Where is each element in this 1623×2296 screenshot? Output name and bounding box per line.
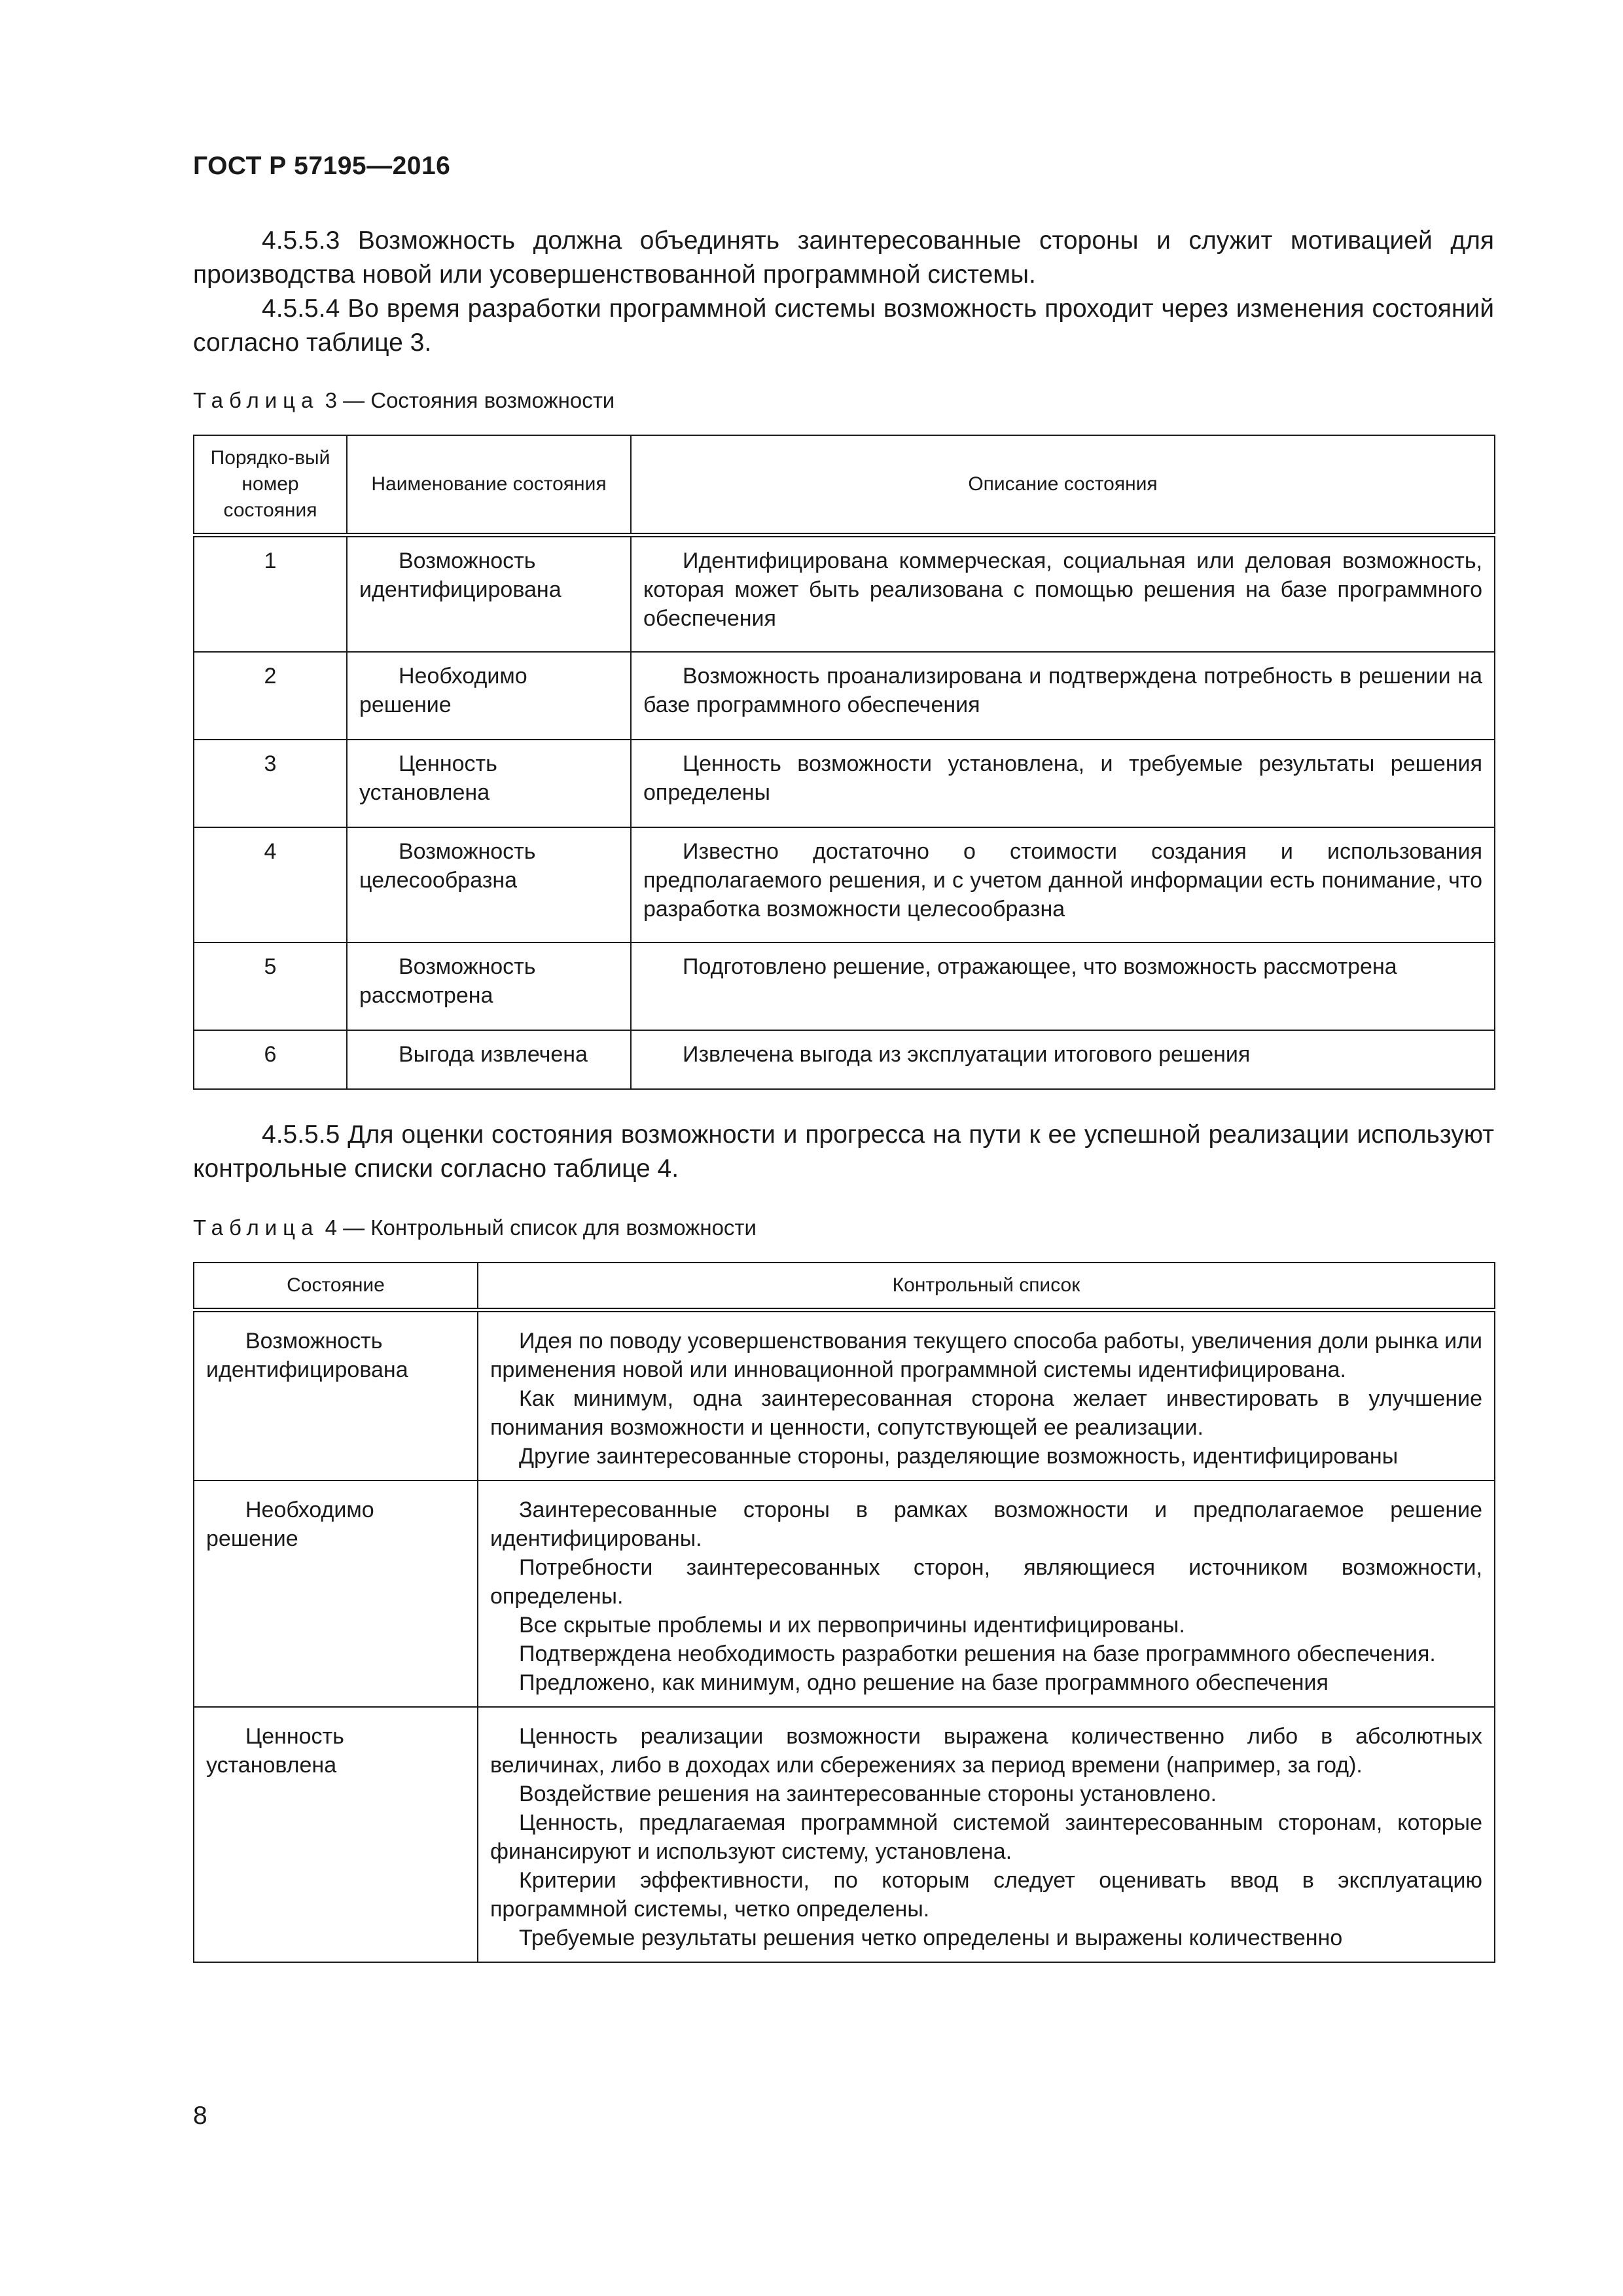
table4-checklist <box>193 1262 1495 1963</box>
table-row <box>194 1310 1495 1481</box>
table4-cell-checklist <box>478 1707 1495 1962</box>
table3-caption <box>193 387 615 414</box>
table4-cell-checklist <box>478 1480 1495 1707</box>
checklist-item: Все скрытые проблемы и их первопричины идентифицированы. <box>519 1613 1185 1638</box>
table3-cell-name: Выгода извлечена <box>347 1030 631 1089</box>
table-row <box>194 1707 1495 1962</box>
table3-cell-number: 4 <box>194 827 347 942</box>
table4-cell-state: Необходимо решение <box>194 1480 478 1707</box>
table4-caption-label: Таблица <box>193 1215 319 1240</box>
checklist-item: Заинтересованные стороны в рамках возможности и предполагаемое решение идентифицированы. <box>490 1498 1482 1551</box>
table3-cell-name: Возможность рассмотрена <box>347 942 631 1030</box>
checklist-item: Воздействие решения на заинтересованные стороны установлено. <box>519 1782 1217 1806</box>
table-row <box>194 942 1495 1030</box>
table4-cell-checklist <box>478 1310 1495 1481</box>
table3-cell-number: 1 <box>194 535 347 653</box>
checklist-item: Требуемые результаты решения четко определены и выражены количественно <box>519 1926 1343 1950</box>
table3-cell-description: Идентифицирована коммерческая, социальная или деловая возможность, которая может быть реализована с помощью решения на базе программного обеспечения <box>631 535 1495 653</box>
table-row <box>194 535 1495 653</box>
checklist-item: Как минимум, одна заинтересованная сторона желает инвестировать в улучшение понимания возможности и ценности, сопутствующей ее реализации. <box>490 1386 1482 1440</box>
table4-caption-text: 4 — Контрольный список для возможности <box>325 1215 757 1240</box>
table3-cell-name: Возможность целесообразна <box>347 827 631 942</box>
table4-header-row <box>194 1263 1495 1310</box>
checklist-item: Потребности заинтересованных сторон, являющиеся источником возможности, определены. <box>490 1555 1482 1609</box>
table3-cell-description: Ценность возможности установлена, и требуемые результаты решения определены <box>631 740 1495 827</box>
page-number: 8 <box>193 2102 207 2130</box>
table3-header-row <box>194 435 1495 535</box>
checklist-item: Ценность, предлагаемая программной системой заинтересованным сторонам, которые финансируют и используют систему, установлена. <box>490 1810 1482 1864</box>
table3-caption-text: 3 — Состояния возможности <box>325 388 615 412</box>
table4-header-checklist: Контрольный список <box>478 1263 1495 1310</box>
paragraph-4-5-5-3: 4.5.5.3 Возможность должна объединять заинтересованные стороны и служит мотивацией для производства новой или усовершенствованной программной системы. <box>193 226 1494 289</box>
checklist-item: Другие заинтересованные стороны, разделяющие возможность, идентифицированы <box>519 1444 1399 1469</box>
checklist-item: Подтверждена необходимость разработки решения на базе программного обеспечения. <box>519 1641 1436 1666</box>
checklist-item: Идея по поводу усовершенствования текущего способа работы, увеличения доли рынка или применения новой или инновационной программной системы идентифицирована. <box>490 1329 1482 1382</box>
table3-cell-description: Известно достаточно о стоимости создания и использования предполагаемого решения, и с учетом данной информации есть понимание, что разработка возможности целесообразна <box>631 827 1495 942</box>
table4-caption <box>193 1215 757 1241</box>
table-row <box>194 827 1495 942</box>
table3-cell-number: 5 <box>194 942 347 1030</box>
table3-cell-description: Подготовлено решение, отражающее, что возможность рассмотрена <box>631 942 1495 1030</box>
table3-cell-description: Возможность проанализирована и подтверждена потребность в решении на базе программного обеспечения <box>631 652 1495 740</box>
table3-cell-description: Извлечена выгода из эксплуатации итогового решения <box>631 1030 1495 1089</box>
table4-cell-state: Возможность идентифицирована <box>194 1310 478 1481</box>
table3-cell-name: Необходимо решение <box>347 652 631 740</box>
table-row <box>194 740 1495 827</box>
table3-cell-name: Ценность установлена <box>347 740 631 827</box>
table4-cell-state: Ценность установлена <box>194 1707 478 1962</box>
checklist-item: Предложено, как минимум, одно решение на базе программного обеспечения <box>519 1670 1329 1695</box>
table3-cell-number: 6 <box>194 1030 347 1089</box>
table-row <box>194 1480 1495 1707</box>
table3-states <box>193 435 1495 1090</box>
paragraph-4-5-5-5: 4.5.5.5 Для оценки состояния возможности и прогресса на пути к ее успешной реализации используют контрольные списки согласно таблице 4. <box>193 1121 1494 1183</box>
table3-cell-number: 2 <box>194 652 347 740</box>
document-header: ГОСТ Р 57195—2016 <box>193 152 451 180</box>
checklist-item: Критерии эффективности, по которым следует оценивать ввод в эксплуатацию программной системы, четко определены. <box>490 1868 1482 1922</box>
table3-cell-name: Возможность идентифицирована <box>347 535 631 653</box>
table-row <box>194 652 1495 740</box>
table4-header-state: Состояние <box>194 1263 478 1310</box>
table3-cell-number: 3 <box>194 740 347 827</box>
paragraph-4-5-5-4: 4.5.5.4 Во время разработки программной системы возможность проходит через изменения состояний согласно таблице 3. <box>193 295 1494 357</box>
table3-header-name: Наименование состояния <box>347 435 631 535</box>
table3-header-number: Порядко-вый номер состояния <box>194 435 347 535</box>
table3-header-description: Описание состояния <box>631 435 1495 535</box>
table-row <box>194 1030 1495 1089</box>
table3-caption-label: Таблица <box>193 388 319 412</box>
checklist-item: Ценность реализации возможности выражена количественно либо в абсолютных величинах, либо в доходах или сбережениях за период времени (например, за год). <box>490 1724 1482 1778</box>
